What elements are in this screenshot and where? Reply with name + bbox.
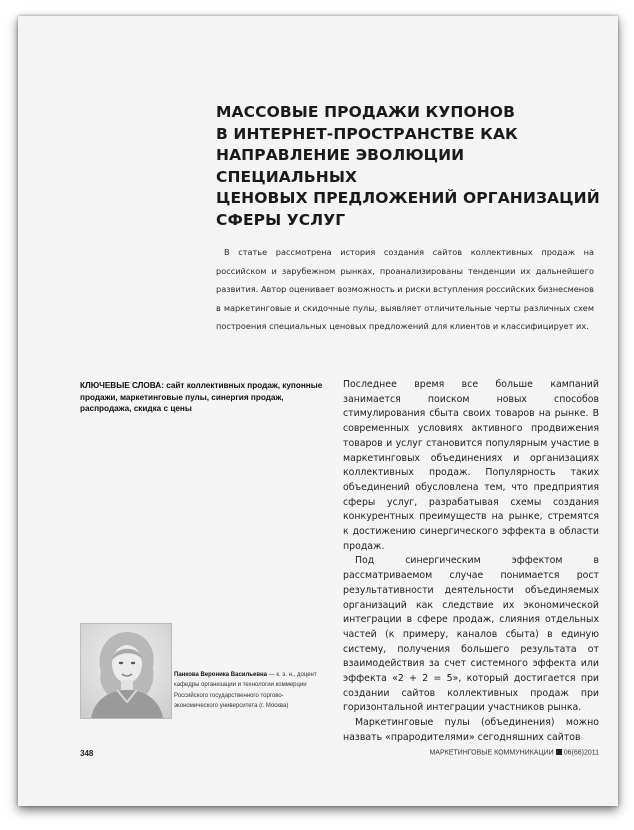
article-body xyxy=(343,378,599,746)
page-number: 348 xyxy=(80,749,94,758)
title-line: СФЕРЫ УСЛУГ xyxy=(216,210,346,229)
author-name: Панкова Вероника Васильевна xyxy=(174,672,267,678)
keywords-text: сайт коллективных продаж, купонные продажи, маркетинговые пулы, синергия продаж, распродажа, скидка с цены xyxy=(80,381,323,413)
author-info xyxy=(174,670,326,712)
body-paragraph: Маркетинговые пулы (объединения) можно назвать «прародителями» сегодняшних сайтов xyxy=(343,717,599,743)
journal-page xyxy=(18,16,618,806)
issue-number: 06(66)2011 xyxy=(563,749,599,757)
article-abstract: В статье рассмотрена история создания сайтов коллективных продаж на российском и зарубежном рынках, проанализированы тенденции их дальнейшего развития. Автор оценивает возможность и риски вступления российских бизнесменов в маркетинговые и скидочные пулы, выявляет отличительные черты различных схем построения специальных ценовых предложений для клиентов и классифицирует их. xyxy=(216,247,594,332)
running-footer xyxy=(429,749,599,757)
author-portrait-image xyxy=(81,624,171,718)
title-line: МАССОВЫЕ ПРОДАЖИ КУПОНОВ xyxy=(216,103,515,121)
article-title xyxy=(216,102,606,231)
keywords-block xyxy=(80,380,326,415)
keywords-label: КЛЮЧЕВЫЕ СЛОВА: xyxy=(80,381,164,390)
journal-name: МАРКЕТИНГОВЫЕ КОММУНИКАЦИИ xyxy=(429,749,554,757)
author-photo xyxy=(80,623,172,719)
title-line: ЦЕНОВЫХ ПРЕДЛОЖЕНИЙ ОРГАНИЗАЦИЙ xyxy=(216,189,600,207)
title-line: В ИНТЕРНЕТ-ПРОСТРАНСТВЕ КАК xyxy=(216,124,518,143)
square-bullet-icon xyxy=(556,749,562,755)
body-paragraph: Последнее время все больше кампаний занимается поиском новых способов стимулирования сбыта своих товаров на рынке. В современных условиях активного продвижения товаров и услуг становится популярным участие в маркетинговых объединениях и организациях коллективных продаж. Популярность таких объединений обусловлена тем, что предприятия сферы услуг, разрабатывая схемы создания конкурентных преимуществ на рынке, стремятся к достижению синергического эффекта в области продаж. xyxy=(343,379,599,552)
body-paragraph: Под синергическим эффектом в рассматриваемом случае понимается рост результативности деятельности объединяемых организаций как следствие их экономической интеграции в сфере продаж, слияния отдельных частей (к примеру, каналов сбыта) в единую систему, получения большего результата от взаимодействия за счет системного эффекта или эффекта «2 + 2 = 5», который достигается при создании сайтов коллективных продаж при горизонтальной интеграции участников рынка. xyxy=(343,555,599,714)
title-line: НАПРАВЛЕНИЕ ЭВОЛЮЦИИ СПЕЦИАЛЬНЫХ xyxy=(216,146,465,186)
author-details: — к. э. н., доцент кафедры организации и технологии коммерции Российского государственного торгово-экономического университета (г. Москва) xyxy=(174,672,317,710)
